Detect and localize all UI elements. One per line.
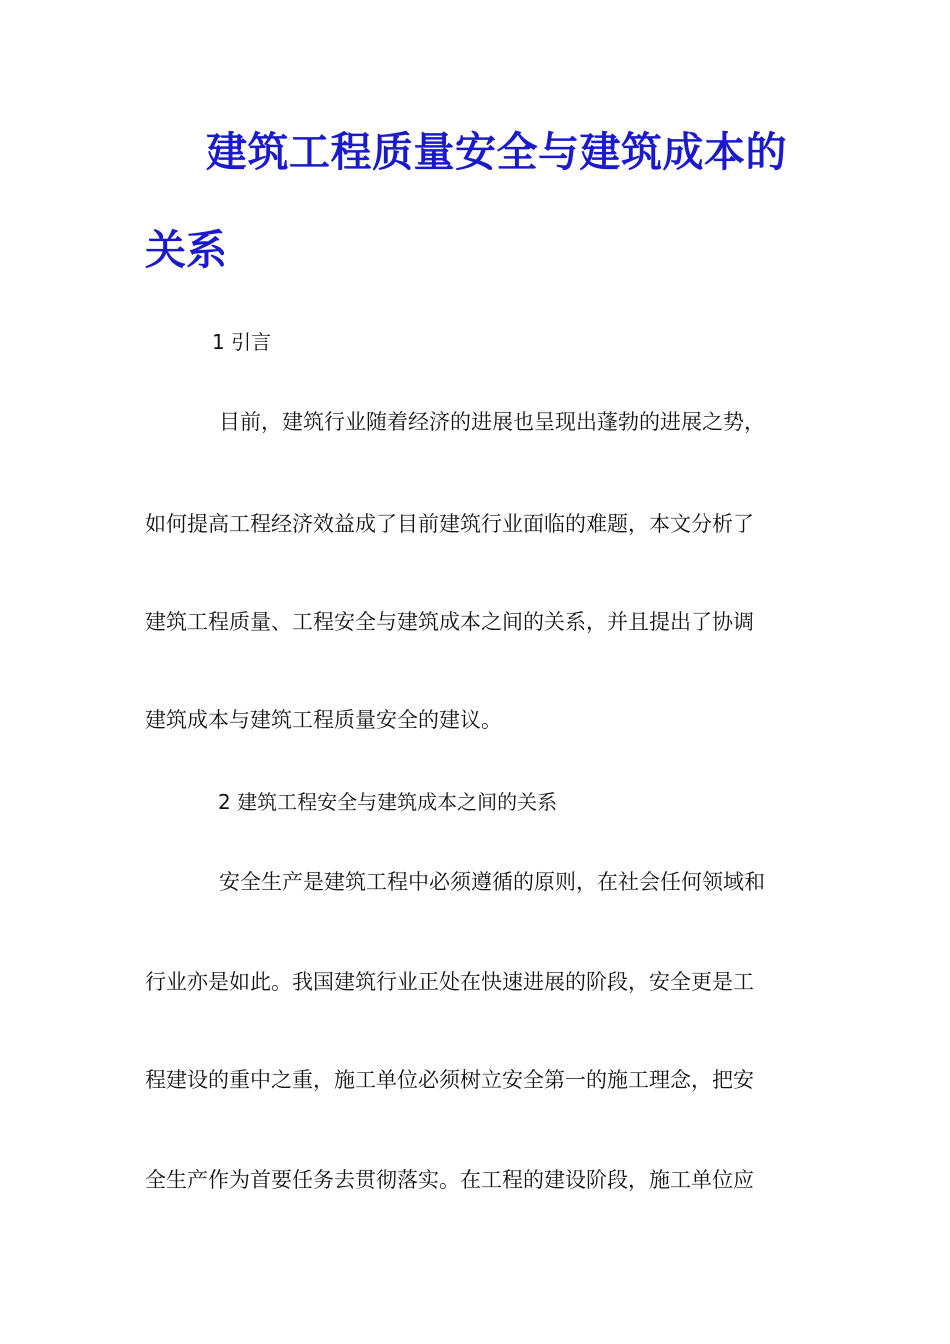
- section-1-heading: 1 引言: [212, 330, 272, 354]
- section-2-heading: 2 建筑工程安全与建筑成本之间的关系: [218, 790, 558, 814]
- section-1-paragraph-line: 如何提高工程经济效益成了目前建筑行业面临的难题，本文分析了: [145, 512, 754, 536]
- section-1-paragraph-line: 建筑成本与建筑工程质量安全的建议。: [145, 708, 502, 732]
- section-1-paragraph-line: 目前，建筑行业随着经济的进展也呈现出蓬勃的进展之势，: [219, 410, 765, 434]
- section-2-paragraph-line: 程建设的重中之重，施工单位必须树立安全第一的施工理念，把安: [145, 1068, 754, 1092]
- document-title-line-1: 建筑工程质量安全与建筑成本的: [206, 128, 787, 176]
- section-2-paragraph-line: 安全生产是建筑工程中必须遵循的原则，在社会任何领域和: [219, 870, 765, 894]
- section-2-paragraph-line: 全生产作为首要任务去贯彻落实。在工程的建设阶段，施工单位应: [145, 1168, 754, 1192]
- document-title-line-2: 关系: [145, 226, 227, 274]
- section-2-paragraph-line: 行业亦是如此。我国建筑行业正处在快速进展的阶段，安全更是工: [145, 970, 754, 994]
- section-1-paragraph-line: 建筑工程质量、工程安全与建筑成本之间的关系，并且提出了协调: [145, 610, 754, 634]
